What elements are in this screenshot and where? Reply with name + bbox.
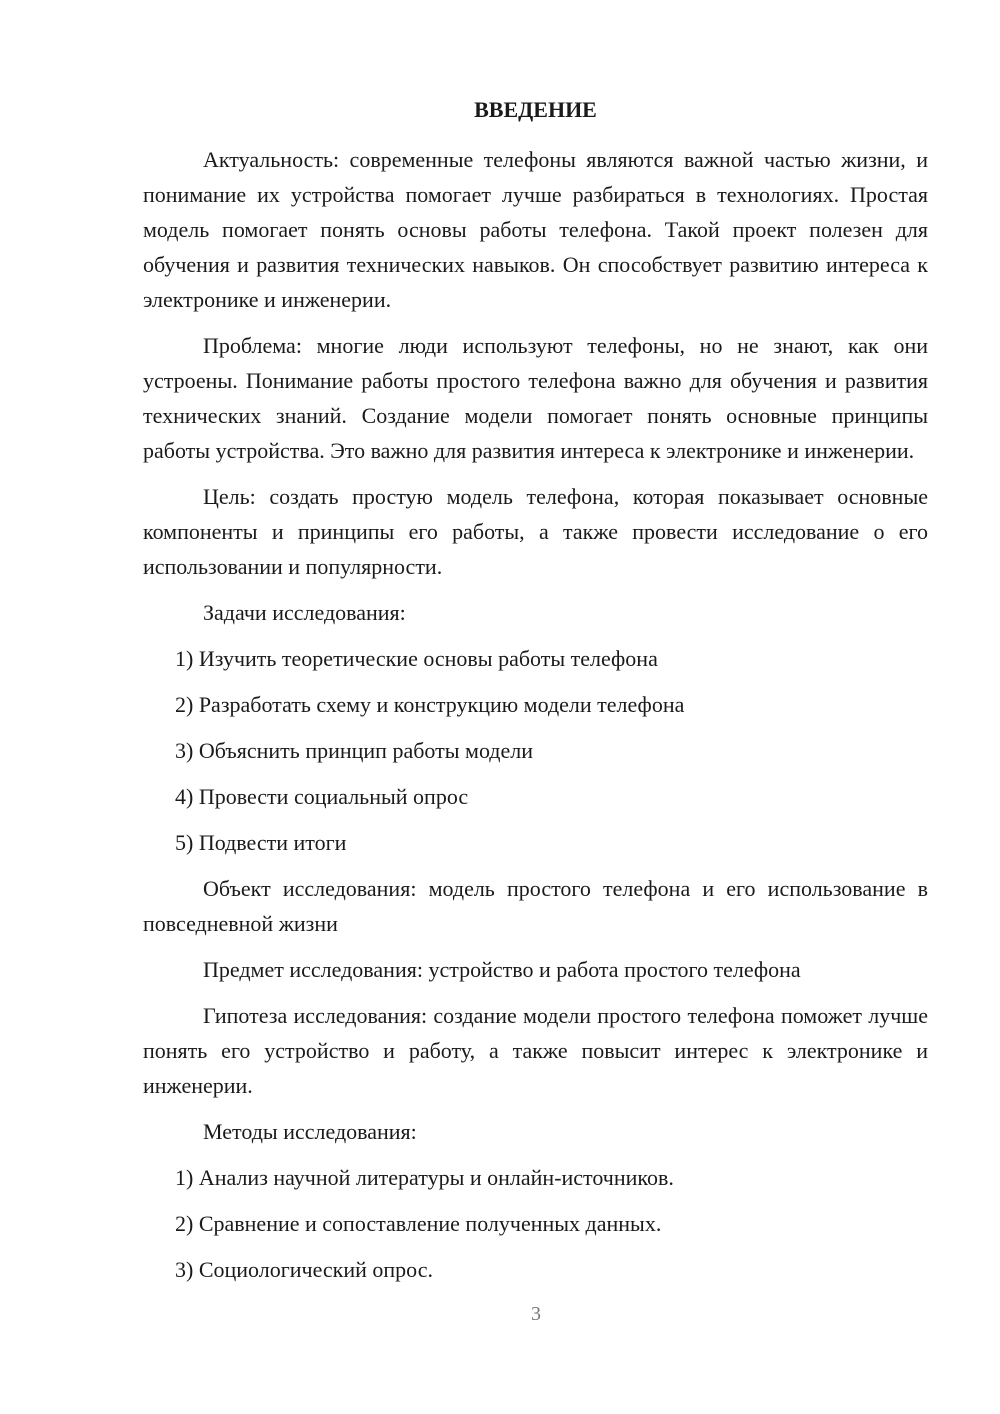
paragraph-hypothesis: Гипотеза исследования: создание модели простого телефона поможет лучше понять его устройство и работу, а также повысит интерес к электронике и инженерии. (143, 1003, 928, 1098)
list-item: 1) Анализ научной литературы и онлайн-источников. (175, 1165, 674, 1190)
paragraph-problem: Проблема: многие люди используют телефоны, но не знают, как они устроены. Понимание работы простого телефона важно для обучения и развития технических знаний. Создание модели помогает понять основные принципы работы устройства. Это важно для развития интереса к электронике и инженерии. (143, 333, 928, 463)
page-number: 3 (531, 1303, 541, 1325)
list-item: 2) Разработать схему и конструкцию модели телефона (175, 692, 685, 717)
list-item: 5) Подвести итоги (175, 830, 347, 855)
tasks-heading: Задачи исследования: (203, 600, 406, 625)
paragraph-subject: Предмет исследования: устройство и работа простого телефона (203, 957, 801, 982)
methods-heading: Методы исследования: (203, 1119, 417, 1144)
list-item: 4) Провести социальный опрос (175, 784, 469, 809)
list-item: 2) Сравнение и сопоставление полученных данных. (175, 1211, 662, 1236)
paragraph-relevance: Актуальность: современные телефоны являются важной частью жизни, и понимание их устройства помогает лучше разбираться в технологиях. Простая модель помогает понять основы работы телефона. Такой проект полезен для обучения и развития технических навыков. Он способствует развитию интереса к электронике и инженерии. (143, 147, 928, 312)
list-item: 1) Изучить теоретические основы работы телефона (175, 646, 658, 671)
document-page (143, 92, 928, 1298)
page-title: ВВЕДЕНИЕ (474, 97, 597, 122)
list-item: 3) Социологический опрос. (175, 1257, 433, 1282)
paragraph-goal: Цель: создать простую модель телефона, которая показывает основные компоненты и принципы его работы, а также провести исследование о его использовании и популярности. (143, 484, 928, 579)
list-item: 3) Объяснить принцип работы модели (175, 738, 534, 763)
paragraph-object: Объект исследования: модель простого телефона и его использование в повседневной жизни (143, 876, 928, 936)
